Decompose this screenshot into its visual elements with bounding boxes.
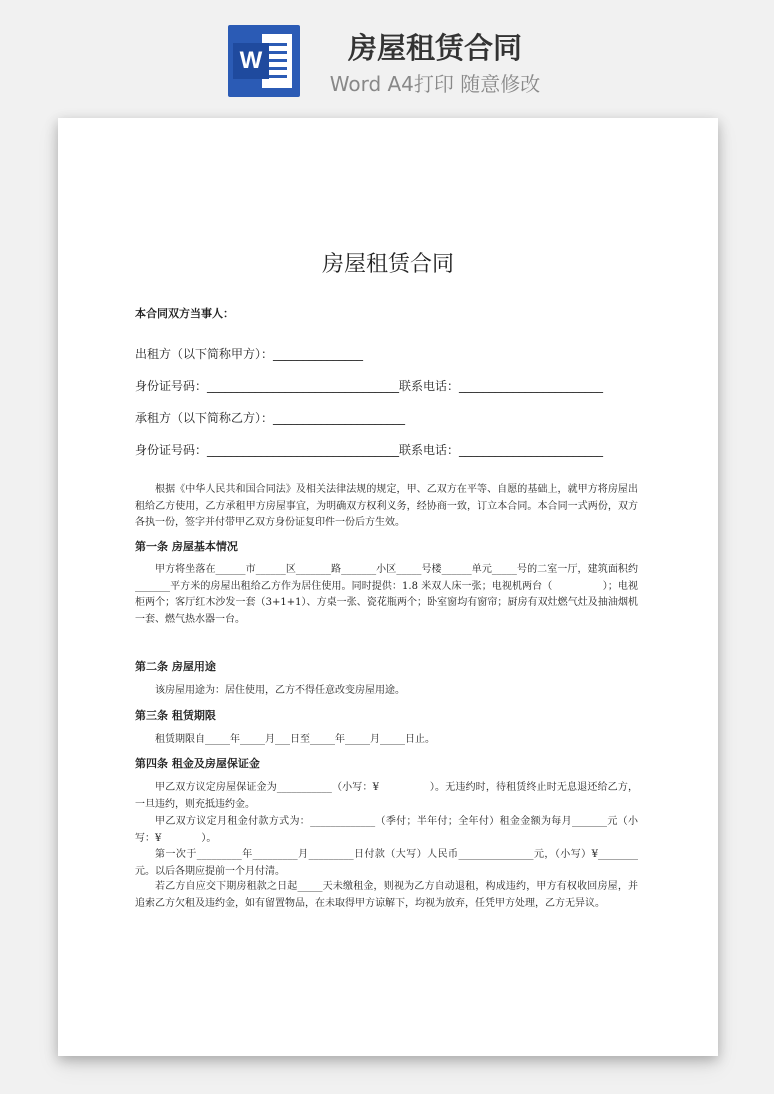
article-4-paragraph-1: 甲乙双方议定房屋保证金为___________（小写：¥ ）。无违约时，待租赁终止时无息退还给乙方，一旦违约，则充抵违约金。 <box>135 782 638 810</box>
article-2-heading: 第二条 房屋用途 <box>135 660 216 673</box>
article-3-heading: 第三条 租赁期限 <box>135 709 216 722</box>
article-4-paragraph-4: 若乙方自应交下期房租款之日起_____天未缴租金，则视为乙方自动退租，构成违约，甲方有权收回房屋，并追索乙方欠租及违约金，如有留置物品，在未取得甲方谅解下，均视为放弃，任凭甲方处理，乙方无异议。 <box>135 881 638 909</box>
document-title: 房屋租赁合同 <box>321 252 454 277</box>
banner-title: 房屋租赁合同 <box>347 31 522 65</box>
article-3-body: 租赁期限自_____年_____月___日至_____年_____月_____日止。 <box>155 734 435 745</box>
document-page <box>58 118 718 1056</box>
header-banner <box>0 0 774 110</box>
lessor-id-line: 身份证号码：________________________________联系电话：________________________ <box>135 379 604 393</box>
banner-subtitle: Word A4打印 随意修改 <box>329 72 541 96</box>
parties-heading: 本合同双方当事人： <box>135 307 234 320</box>
article-4-paragraph-3: 第一次于_________年_________月_________日付款（大写）人民币_______________元，（小写）¥________元。以后各期应提前一个月付清。 <box>135 849 638 877</box>
article-4-paragraph-2: 甲乙双方议定月租金付款方式为：_____________（季付；半年付；全年付）租金金额为每月_______元（小写：¥ ）。 <box>135 816 638 844</box>
lessee-id-line: 身份证号码：________________________________联系电话：________________________ <box>135 443 604 457</box>
preamble: 根据《中华人民共和国合同法》及相关法律法规的规定，甲、乙双方在平等、自愿的基础上，就甲方将房屋出租给乙方使用，乙方承租甲方房屋事宜，为明确双方权利义务，经协商一致，订立本合同。本合同一式两份，双方各执一份，签字并付带甲乙双方身份证复印件一份后方生效。 <box>135 484 638 528</box>
icon-letter: W <box>233 43 269 79</box>
word-document-icon <box>228 25 300 97</box>
lessee-line: 承租方（以下简称乙方）：______________________ <box>135 411 406 425</box>
article-4-heading: 第四条 租金及房屋保证金 <box>135 757 260 770</box>
article-1-body: 甲方将坐落在______市______区_______路_______小区_____号楼______单元_____号的二室一厅，建筑面积约_______平方米的房屋出租给乙方作为居住使用。同时提供：1.8 米双人床一张；电视机两台（ ）；电视柜两个；客厅红木沙发一套（3+1+1）、方桌一张、瓷花瓶两个；卧室窗均有窗帘；厨房有双灶燃气灶及抽油烟机一套、燃气热水器一台。 <box>135 564 638 625</box>
lessor-line: 出租方（以下简称甲方）：_______________ <box>135 347 364 361</box>
article-1-heading: 第一条 房屋基本情况 <box>135 540 238 553</box>
article-2-body: 该房屋用途为：居住使用，乙方不得任意改变房屋用途。 <box>155 685 405 696</box>
